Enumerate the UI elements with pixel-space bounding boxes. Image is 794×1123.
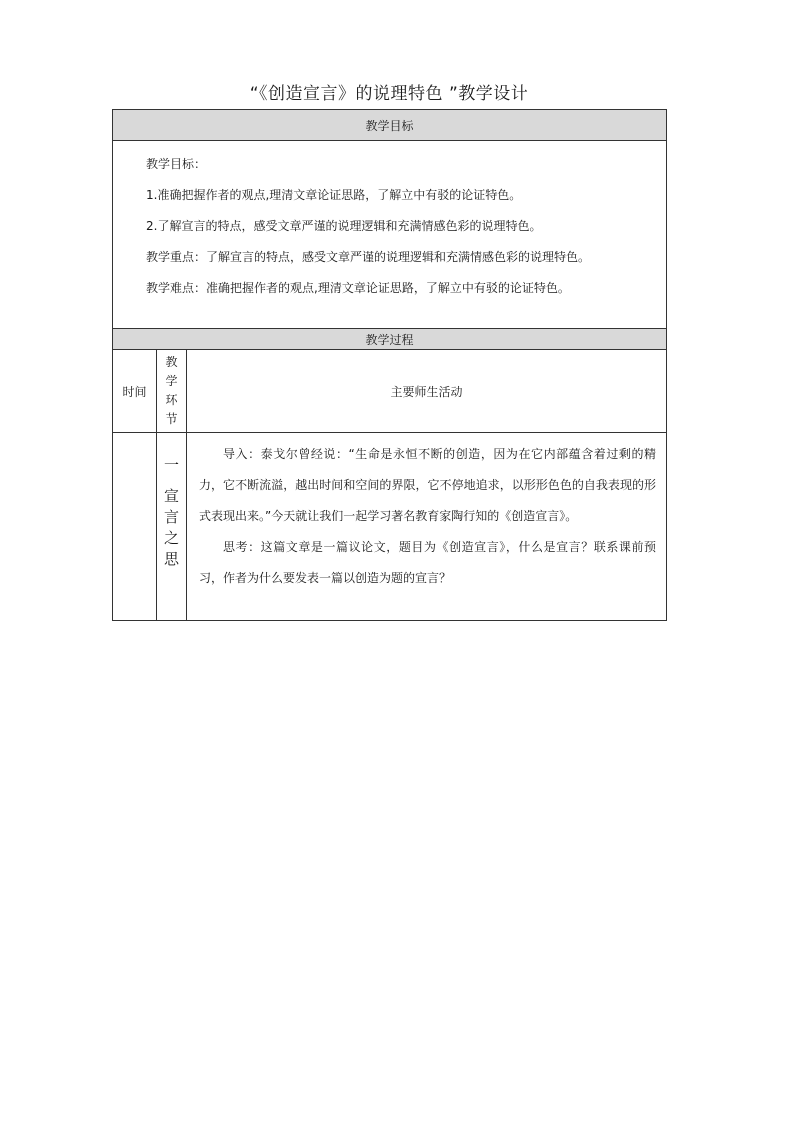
goal-item-2: 2.了解宣言的特点，感受文章严谨的说理逻辑和充满情感色彩的说理特色。 — [146, 219, 542, 233]
goals-label: 教学目标： — [146, 157, 207, 171]
stage1-name-char: 宣 — [163, 487, 179, 505]
page-title: “《创造宣言》的说理特色 ”教学设计 — [249, 84, 529, 104]
activity-column-header: 主要师生活动 — [187, 350, 667, 433]
process-section-header: 教学过程 — [113, 329, 667, 350]
stage-header-char: 教 — [165, 355, 178, 369]
key-point: 教学重点：了解宣言的特点，感受文章严谨的说理逻辑和充满情感色彩的说理特色。 — [146, 250, 591, 264]
intro-paragraph: 导入：泰戈尔曾经说：“生命是永恒不断的创造，因为在它内部蕴含着过剩的精力，它不断流溢，越出时间和空间的界限，它不停地追求，以形形色色的自我表现的形式表现出来。”今天就让我们一起学习著名教育家陶行知的《创造宣言》。 — [199, 447, 657, 523]
stage1-name-char: 思 — [163, 550, 179, 568]
stage1-name-char: 言 — [163, 508, 179, 526]
goals-section-header: 教学目标 — [113, 110, 667, 141]
difficult-point: 教学难点：准确把握作者的观点,理清文章论证思路，了解立中有驳的论证特色。 — [146, 281, 570, 295]
stage1-activity-cell — [187, 433, 667, 621]
stage-header-char: 节 — [165, 412, 178, 426]
stage-header-char: 学 — [165, 374, 178, 388]
stage1-number: 一 — [163, 456, 179, 474]
lesson-plan-table — [112, 109, 667, 621]
time-column-header: 时间 — [113, 350, 157, 433]
goal-item-1: 1.准确把握作者的观点,理清文章论证思路，了解立中有驳的论证特色。 — [146, 188, 522, 202]
stage1-time-cell — [113, 433, 157, 621]
stage-header-char: 环 — [165, 393, 178, 407]
stage-column-header — [157, 350, 187, 433]
stage1-name-char: 之 — [163, 529, 179, 547]
stage1-name-cell — [157, 433, 187, 621]
goals-cell — [113, 141, 667, 329]
think-paragraph: 思考：这篇文章是一篇议论文，题目为《创造宣言》，什么是宣言？联系课前预习，作者为什么要发表一篇以创造为题的宣言？ — [199, 540, 657, 585]
